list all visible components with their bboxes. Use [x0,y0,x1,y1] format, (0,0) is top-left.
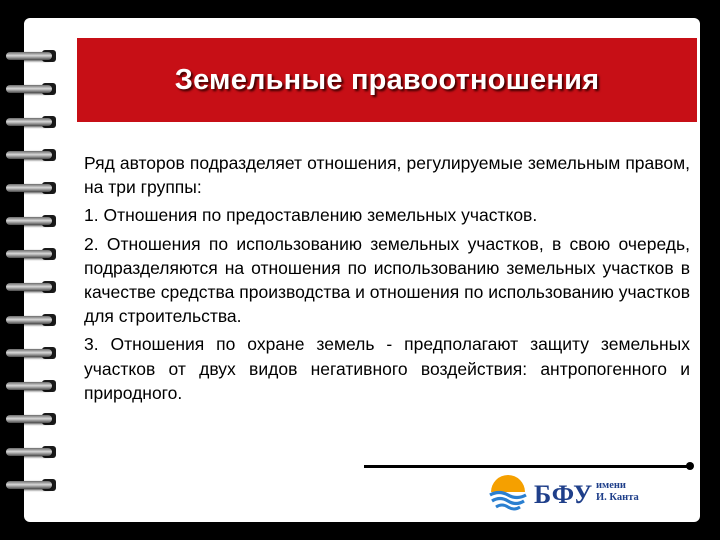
footer-rule [364,465,690,468]
slide-body [84,151,690,409]
binding-ring [6,278,64,296]
logo-abbreviation: БФУ [534,480,594,509]
logo-subtitle-line: имени [596,480,626,491]
binding-ring [6,377,64,395]
logo-subtitle-line: И. Канта [596,492,639,503]
binding-ring [6,212,64,230]
body-paragraph: 2. Отношения по использованию земельных участков, в свою очередь, подразделяются на отношения по использованию земельных участков в качестве средства производства и отношения по использованию участков для строительства. [84,233,690,327]
body-paragraph: 1. Отношения по предоставлению земельных участков. [84,205,538,226]
footer-rule-dot [686,462,694,470]
binding-ring [6,179,64,197]
binding-ring [6,245,64,263]
binding-ring [6,146,64,164]
binding-ring [6,344,64,362]
bfu-logo [486,472,646,516]
binding-ring [6,80,64,98]
logo-subtitle [596,480,656,504]
bfu-emblem-icon [486,472,530,516]
binding-ring [6,476,64,494]
binding-ring [6,47,64,65]
spiral-binding [0,0,80,540]
title-bar [77,38,697,122]
binding-ring [6,311,64,329]
body-paragraph: 3. Отношения по охране земель - предполагают защиту земельных участков от двух видов негативного воздействия: антропогенного и природного. [84,334,690,403]
slide-title: Земельные правоотношения [174,63,600,96]
binding-ring [6,443,64,461]
binding-ring [6,113,64,131]
body-paragraph: Ряд авторов подразделяет отношения, регулируемые земельным правом, на три группы: [84,153,690,198]
binding-ring [6,410,64,428]
